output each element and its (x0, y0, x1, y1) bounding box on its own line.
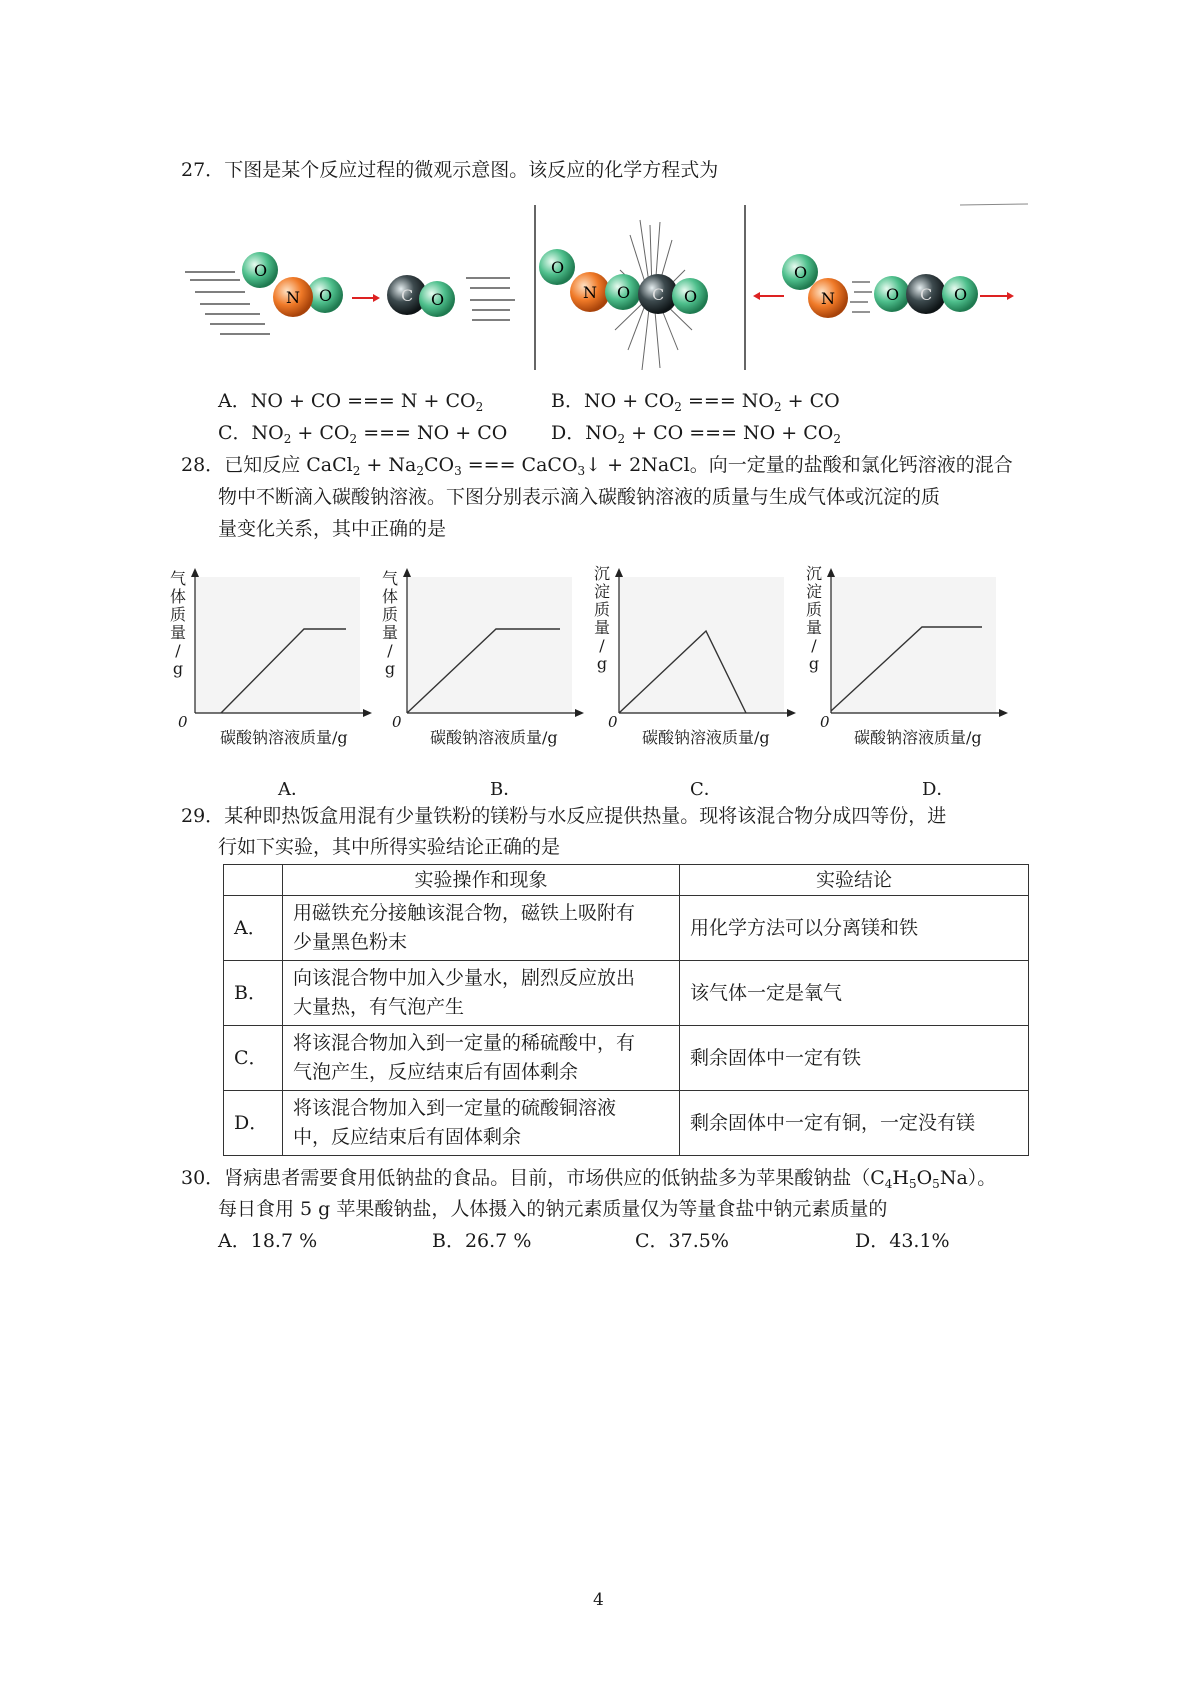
q27-option-d[interactable]: D．$NO_2$ + CO === NO + $CO_2$ (551, 422, 841, 446)
q30-option-d[interactable]: D．43.1% (855, 1230, 950, 1252)
question-text: 下图是某个反应过程的微观示意图。该反应的化学方程式为 (224, 159, 719, 181)
question-number: 27． (181, 159, 225, 181)
q29-table (223, 864, 1029, 1156)
row-letter: A． (224, 896, 283, 961)
q30-option-a[interactable]: A．18.7 % (218, 1230, 318, 1252)
graph-b (378, 565, 588, 770)
graph-c (590, 565, 800, 770)
row-conclusion: 剩余固体中一定有铁 (680, 1026, 1029, 1091)
x-axis-label: 碳酸钠溶液质量/g (220, 728, 348, 747)
row-letter: B． (224, 961, 283, 1026)
q27-option-a[interactable]: A．NO + CO === $N + CO_2$ (218, 390, 484, 414)
y-axis-label: 气 体 质 量 / g (381, 569, 398, 678)
motion-lines (850, 282, 872, 312)
co-molecule (387, 275, 455, 317)
row-operation: 向该混合物中加入少量水，剧烈反应放出 大量热，有气泡产生 (283, 961, 680, 1026)
table-header: 实验结论 (680, 865, 1029, 896)
atom-label: C (652, 285, 665, 304)
y-axis-label: 沉 淀 质 量 / g (593, 564, 610, 673)
q27-stem (181, 157, 718, 183)
table-header: 实验操作和现象 (283, 865, 680, 896)
row-conclusion: 剩余固体中一定有铜，一定没有镁 (680, 1091, 1029, 1156)
origin-label: 0 (178, 713, 188, 731)
no-molecule (782, 254, 848, 318)
table-row[interactable] (224, 961, 1029, 1026)
graph-letter: A． (278, 779, 309, 800)
arrow-icon (352, 294, 380, 302)
q27-option-c[interactable]: C．$NO_2 + CO_2$ === NO + CO (218, 422, 508, 446)
atom-label: C (401, 286, 414, 305)
x-axis-label: 碳酸钠溶液质量/g (854, 728, 982, 747)
row-conclusion: 用化学方法可以分离镁和铁 (680, 896, 1029, 961)
q28-stem-line1: 28．已知反应 CaCl$_2$ + $Na_2CO_3$ === CaCO$_3$↓ + 2NaCl。向一定量的盐酸和氯化钙溶液的混合 (181, 454, 1013, 478)
y-axis-label: 气 体 质 量 / g (169, 569, 186, 678)
table-row[interactable] (224, 896, 1029, 961)
atom-label: O (431, 290, 445, 309)
atom-label: N (821, 289, 835, 308)
no2-molecule (242, 252, 343, 317)
origin-label: 0 (392, 713, 402, 731)
table-row[interactable] (224, 1091, 1029, 1156)
graph-plot (590, 565, 800, 725)
atom-label: O (954, 285, 968, 304)
table-row[interactable] (224, 1026, 1029, 1091)
table-header-row (224, 865, 1029, 896)
arrow-icon (980, 292, 1014, 300)
co2-molecule (874, 274, 978, 314)
q30-option-b[interactable]: B．26.7 % (432, 1230, 532, 1252)
page-number: 4 (593, 1590, 604, 1610)
graph-letter: C． (690, 779, 722, 800)
atom-label: N (286, 288, 300, 307)
x-axis-label: 碳酸钠溶液质量/g (642, 728, 770, 747)
collision-molecules (539, 249, 708, 314)
atom-label: O (551, 258, 565, 277)
y-axis-label: 沉 淀 质 量 / g (805, 564, 822, 673)
q30-stem-line2: 每日食用 5 g 苹果酸钠盐，人体摄入的钠元素质量仅为等量食盐中钠元素质量的 (218, 1198, 888, 1220)
atom-label: O (684, 287, 698, 306)
q29-stem-line2: 行如下实验，其中所得实验结论正确的是 (218, 836, 561, 858)
row-operation: 将该混合物加入到一定量的稀硫酸中，有 气泡产生，反应结束后有固体剩余 (283, 1026, 680, 1091)
reaction-diagram (180, 200, 1040, 375)
row-letter: D． (224, 1091, 283, 1156)
origin-label: 0 (820, 713, 830, 731)
q28-stem-line3: 量变化关系，其中正确的是 (218, 518, 447, 540)
q29-stem-line1: 29．某种即热饭盒用混有少量铁粉的镁粉与水反应提供热量。现将该混合物分成四等份，进 (181, 805, 947, 827)
panel-divider (960, 204, 1028, 205)
motion-lines (185, 272, 515, 334)
x-axis-label: 碳酸钠溶液质量/g (430, 728, 558, 747)
graph-letter: D． (922, 779, 955, 800)
arrow-icon (753, 292, 784, 300)
q28-stem-line2: 物中不断滴入碳酸钠溶液。下图分别表示滴入碳酸钠溶液的质量与生成气体或沉淀的质 (218, 486, 941, 508)
q27-option-b[interactable]: B．NO + $CO_2$ === $NO_2$ + CO (551, 390, 840, 414)
row-operation: 将该混合物加入到一定量的硫酸铜溶液 中，反应结束后有固体剩余 (283, 1091, 680, 1156)
q30-option-c[interactable]: C．37.5% (635, 1230, 729, 1252)
graph-a (166, 565, 376, 770)
atom-label: O (319, 286, 333, 305)
atom-label: O (617, 283, 631, 302)
row-operation: 用磁铁充分接触该混合物，磁铁上吸附有 少量黑色粉末 (283, 896, 680, 961)
q30-stem-line1: 30．肾病患者需要食用低钠盐的食品。目前，市场供应的低钠盐多为苹果酸钠盐$(C_4H_5O_5Na)$。 (181, 1167, 997, 1191)
row-conclusion: 该气体一定是氧气 (680, 961, 1029, 1026)
atom-label: O (794, 263, 808, 282)
atom-label: N (583, 283, 597, 302)
atom-label: O (254, 261, 268, 280)
graph-plot (166, 565, 376, 725)
graph-plot (378, 565, 588, 725)
graph-d (802, 565, 1012, 770)
graph-plot (802, 565, 1012, 725)
row-letter: C． (224, 1026, 283, 1091)
atom-label: O (886, 285, 900, 304)
graph-letter: B． (490, 779, 522, 800)
atom-label: C (920, 285, 933, 304)
origin-label: 0 (608, 713, 618, 731)
